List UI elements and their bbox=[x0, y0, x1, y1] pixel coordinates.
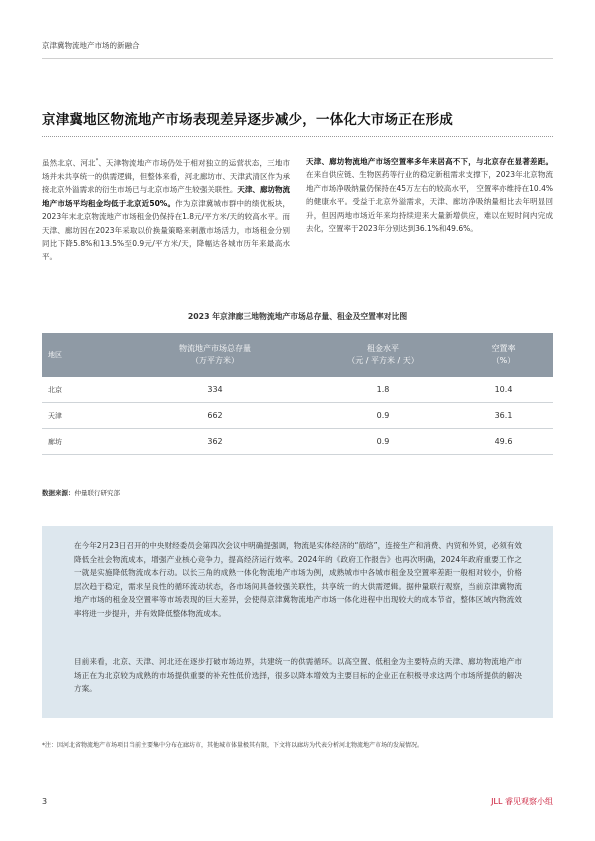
header-rent-label: 租金水平 bbox=[367, 344, 399, 353]
right-bold-text: 天津、廊坊物流地产市场空置率多年来居高不下，与北京存在显著差距。 bbox=[306, 157, 553, 166]
header-rent-unit: （元 / 平方米 / 天） bbox=[347, 356, 419, 365]
cell-rent: 0.9 bbox=[312, 403, 454, 429]
data-source bbox=[42, 488, 120, 497]
cell-rent: 0.9 bbox=[312, 429, 454, 455]
info-box bbox=[42, 526, 553, 718]
left-column-text bbox=[42, 155, 290, 264]
header-vacancy-label: 空置率 bbox=[491, 344, 516, 353]
cell-region: 廊坊 bbox=[42, 429, 118, 455]
header-stock-unit: （万平方米） bbox=[191, 356, 239, 365]
page-number: 3 bbox=[42, 797, 48, 806]
header-stock bbox=[118, 333, 312, 377]
info-paragraph-1: 在今年2月23日召开的中央财经委员会第四次会议中明确提强调，物流是实体经济的“筋络”，连接生产和消费、内贸和外贸，必须有效降低全社会物流成本，增强产业核心竞争力，提高经济运行效率。2024年的《政府工作报告》也再次明确，2024年政府重要工作之一就是实施降低物流成本行动。以长三角的成熟一体化物流地产市场为例，成熟城市中各城市租金及空置率差距一般相对较小，价格层次趋于稳定，需求呈良性的循环流动状态，各市场间具备较强关联性，共享统一的大供需逻辑。据仲量联行观察，当前京津冀物流地产市场的租金及空置率等市场表现的巨大差异，会使得京津冀物流地产市场一体化进程中出现较大的成本节省，整体区域内物流效率将进一步提升，并有效降低整体物流成本。 bbox=[74, 541, 522, 618]
cell-region: 北京 bbox=[42, 377, 118, 403]
cell-vacancy: 49.6 bbox=[454, 429, 553, 455]
header-region-label: 地区 bbox=[48, 351, 62, 359]
cell-vacancy: 36.1 bbox=[454, 403, 553, 429]
section-title: 京津冀地区物流地产市场表现差异逐步减少，一体化大市场正在形成 bbox=[42, 112, 453, 128]
header-vacancy bbox=[454, 333, 553, 377]
footnote: *注：因河北省物流地产市场项目当前主要集中分布在廊坊市，其他城市体量极其有限，下文将以廊坊为代表分析河北物流地产市场的发展情况。 bbox=[42, 742, 424, 749]
left-text-b: 、天津物流地产市场仍处于相对独立的运营状态，三地市场并未共享统一的供需逻辑，但整体来看，河北廊坊市、天津武清区作为承接北京外溢需求的衍生市场已与北京市场产生较强关联性。 bbox=[42, 158, 290, 195]
header-vacancy-unit: （%） bbox=[491, 356, 516, 365]
table-header-row bbox=[42, 333, 553, 377]
info-paragraph-2: 目前来看，北京、天津、河北还在逐步打破市场边界，共建统一的供需循环。以高空置、低租金为主要特点的天津、廊坊物流地产市场正在为北京较为成熟的市场提供重要的补充性低价选择，很多以降本增效为主要目标的企业正在积极寻求这两个市场所提供的解决方案。 bbox=[74, 657, 522, 694]
cell-vacancy: 10.4 bbox=[454, 377, 553, 403]
cell-stock: 362 bbox=[118, 429, 312, 455]
source-value: 仲量联行研究部 bbox=[74, 489, 120, 497]
right-text: 在来自供应链、生物医药等行业的稳定新租需求支撑下，2023年北京物流地产市场净吸纳量仍保持在45万左右的较高水平， 空置率亦维持在10.4%的健康水平。受益于北京外溢需求，天津、廊坊净吸纳量相比去年明显回升，但因两地市场近年来均持续迎来大量新增供应，难以在短时间内完成去化，空置率于2023年分别达到36.1%和49.6%。 bbox=[306, 170, 553, 234]
footnote-mark: * bbox=[95, 158, 99, 164]
table-row bbox=[42, 377, 553, 403]
cell-region: 天津 bbox=[42, 403, 118, 429]
header-stock-label: 物流地产市场总存量 bbox=[179, 344, 251, 353]
dotted-divider bbox=[42, 136, 553, 137]
table-row bbox=[42, 429, 553, 455]
left-bold-text: 天津、廊坊物流地产市场平均租金均低于北京近50%。 bbox=[42, 185, 290, 208]
header-divider bbox=[42, 58, 553, 59]
comparison-table bbox=[42, 333, 553, 455]
right-column-text bbox=[306, 155, 553, 235]
cell-stock: 334 bbox=[118, 377, 312, 403]
header-region bbox=[42, 333, 118, 377]
cell-stock: 662 bbox=[118, 403, 312, 429]
table-row bbox=[42, 403, 553, 429]
left-text-a: 虽然北京、河北 bbox=[42, 158, 96, 168]
source-label: 数据来源： bbox=[42, 489, 75, 497]
header-rent bbox=[312, 333, 454, 377]
left-text-c: 作为京津冀城市群中的绩优板块，2023年末北京物流地产市场租金仍保持在1.8元/平方米/天的较高水平。而天津、廊坊因在2023年采取以价换量策略来刺激市场活力，市场租金分别同比下降5.8%和13.5%至0.9元/平方米/天，降幅达各城市历年来最高水平。 bbox=[42, 198, 291, 262]
brand-label: JLL 睿见观察小组 bbox=[491, 797, 553, 806]
running-title: 京津冀物流地产市场的新融合 bbox=[42, 41, 140, 50]
table-title: 2023 年京津廊三地物流地产市场总存量、租金及空置率对比图 bbox=[187, 312, 408, 321]
cell-rent: 1.8 bbox=[312, 377, 454, 403]
